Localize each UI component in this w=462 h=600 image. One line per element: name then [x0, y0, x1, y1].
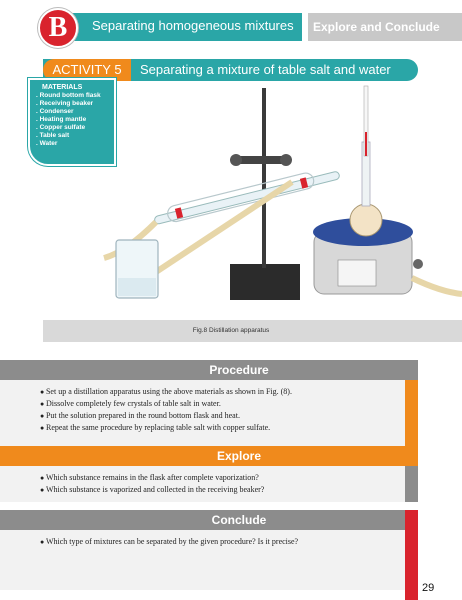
mantle-label-plate [338, 260, 376, 286]
procedure-step: ● Put the solution prepared in the round bottom flask and heat. [40, 410, 405, 422]
stand-rod [262, 88, 266, 268]
mantle-knob-icon [413, 259, 423, 269]
materials-item: . Water [36, 140, 58, 147]
explore-body [0, 466, 405, 502]
materials-item: . Copper sulfate [36, 124, 86, 131]
distillation-apparatus-illustration [96, 82, 462, 314]
materials-item: . Condenser [36, 108, 74, 115]
header-right-label: Explore and Conclude [313, 20, 440, 34]
explore-header [0, 446, 418, 466]
conclude-side-accent [405, 510, 418, 600]
figure-caption: Fig.8 Distillation apparatus [192, 327, 270, 334]
explore-side-accent [405, 466, 418, 502]
conclude-header [0, 510, 418, 530]
clamp-knob-icon [230, 154, 242, 166]
procedure-step: ● Repeat the same procedure by replacing table salt with copper sulfate. [40, 422, 405, 434]
distillation-photo [96, 82, 462, 314]
beaker-liquid [118, 278, 156, 296]
procedure-step: ● Set up a distillation apparatus using the above materials as shown in Fig. (8). [40, 386, 405, 398]
materials-item: . Heating mantle [36, 116, 87, 123]
materials-item: . Table salt [36, 132, 70, 139]
stand-base [230, 264, 300, 300]
conclude-panel [0, 510, 418, 590]
section-badge [38, 8, 78, 48]
section-badge-letter: B [48, 12, 68, 43]
materials-item: . Receiving beaker [36, 100, 94, 107]
conclude-body [0, 530, 405, 590]
materials-item: . Round bottom flask [36, 92, 101, 99]
clamp-knob-icon [280, 154, 292, 166]
round-bottom-flask [350, 204, 382, 236]
page-number: 29 [422, 582, 435, 594]
procedure-side-accent [405, 380, 418, 448]
explore-heading: Explore [216, 449, 261, 463]
materials-list [36, 92, 108, 148]
thermometer-mercury [365, 132, 367, 156]
activity-label: ACTIVITY 5 [43, 59, 131, 81]
water-tubing [156, 182, 292, 272]
conclude-question: ● Which type of mixtures can be separated by the given procedure? Is it precise? [40, 536, 405, 548]
procedure-heading: Procedure [209, 363, 269, 377]
activity-title: Separating a mixture of table salt and water [140, 62, 391, 77]
conclude-list [40, 536, 405, 548]
section-title: Separating homogeneous mixtures [92, 18, 294, 33]
clamp [236, 156, 286, 164]
explore-list [40, 472, 405, 496]
materials-box [28, 78, 116, 166]
explore-panel [0, 446, 418, 502]
explore-question: ● Which substance is vaporized and collected in the receiving beaker? [40, 484, 405, 496]
explore-question: ● Which substance remains in the flask after complete vaporization? [40, 472, 405, 484]
materials-heading: MATERIALS [42, 84, 83, 91]
procedure-list [40, 386, 405, 434]
water-tubing [412, 278, 462, 294]
conclude-heading: Conclude [211, 513, 267, 527]
procedure-body [0, 380, 405, 448]
procedure-header [0, 360, 418, 380]
procedure-step: ● Dissolve completely few crystals of table salt in water. [40, 398, 405, 410]
procedure-panel [0, 360, 418, 448]
